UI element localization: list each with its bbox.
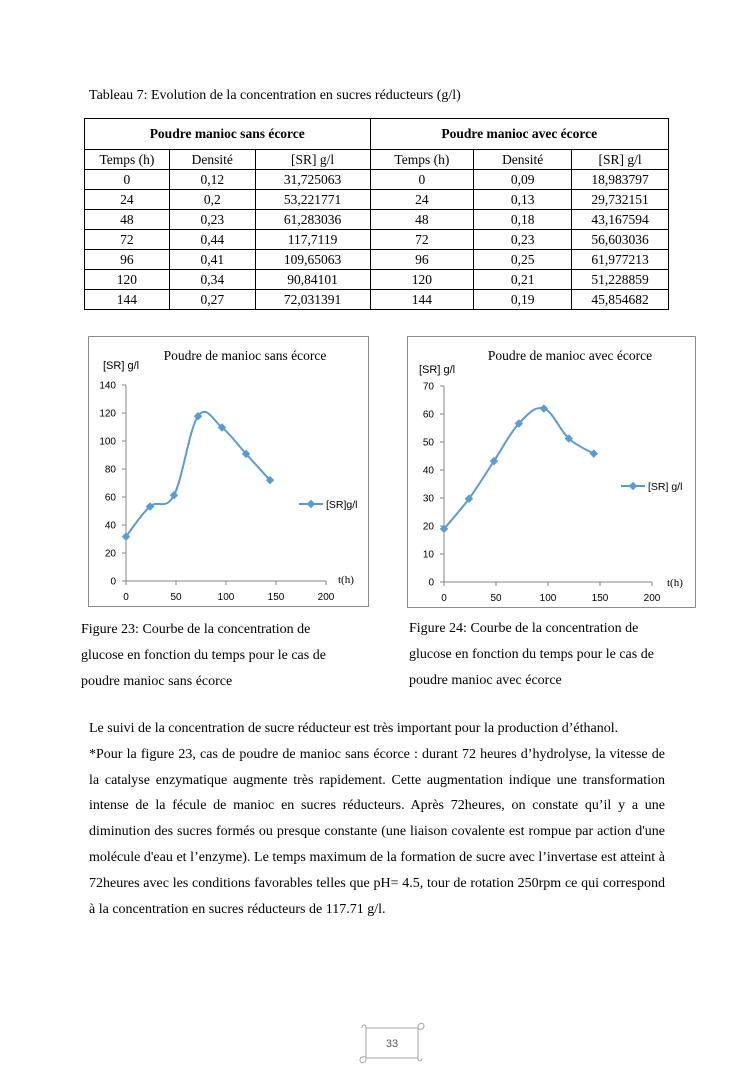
caption-line: poudre manioc sans écorce — [81, 674, 233, 689]
table-cell: 144 — [370, 290, 474, 310]
table-cell: 24 — [85, 190, 170, 210]
column-header: Temps (h) — [370, 150, 474, 170]
data-table — [84, 118, 669, 310]
y-tick-label: 0 — [428, 577, 434, 589]
x-tick-label: 50 — [490, 593, 502, 604]
y-tick-label: 80 — [104, 464, 116, 476]
series-line — [126, 412, 270, 537]
y-axis-label: [SR] g/l — [419, 364, 456, 376]
y-tick-label: 20 — [422, 521, 434, 533]
table-cell: 144 — [85, 290, 170, 310]
table-cell: 51,228859 — [572, 270, 669, 290]
table-cell: 0,23 — [169, 210, 255, 230]
chart-sans-ecorce-svg — [89, 337, 368, 606]
y-tick-label: 120 — [99, 408, 116, 420]
table-cell: 43,167594 — [572, 210, 669, 230]
table-cell: 48 — [370, 210, 474, 230]
x-tick-label: 150 — [267, 592, 285, 603]
table-cell: 120 — [370, 270, 474, 290]
chart-title: Poudre de manioc sans écorce — [163, 348, 327, 363]
table-cell: 61,283036 — [255, 210, 370, 230]
caption-line: Figure 24: Courbe de la concentration de — [409, 621, 639, 636]
data-point — [590, 449, 598, 457]
table-cell: 0,2 — [169, 190, 255, 210]
x-axis-label: t(h) — [667, 577, 683, 589]
table-row — [85, 210, 669, 230]
table-cell: 0 — [370, 170, 474, 190]
table-row — [85, 290, 669, 310]
table-row — [85, 250, 669, 270]
table-cell: 53,221771 — [255, 190, 370, 210]
y-tick-label: 30 — [422, 493, 434, 505]
y-tick-label: 20 — [104, 548, 116, 560]
table-cell: 45,854682 — [572, 290, 669, 310]
y-tick-label: 100 — [99, 436, 116, 448]
table-cell: 0 — [85, 170, 170, 190]
table-cell: 117,7119 — [255, 230, 370, 250]
table-row — [85, 190, 669, 210]
y-tick-label: 60 — [422, 409, 434, 421]
scroll-icon — [358, 1018, 426, 1066]
table-row — [85, 270, 669, 290]
table-cell: 0,09 — [474, 170, 572, 190]
page-number-scroll — [358, 1018, 426, 1066]
table-cell: 48 — [85, 210, 170, 230]
y-tick-label: 140 — [99, 380, 116, 392]
table-cell: 0,12 — [169, 170, 255, 190]
y-tick-label: 50 — [422, 437, 434, 449]
page-number: 33 — [385, 1038, 399, 1050]
caption-line: glucose en fonction du temps pour le cas de — [409, 647, 654, 662]
table-cell: 0,23 — [474, 230, 572, 250]
caption-line: glucose en fonction du temps pour le cas de — [81, 648, 326, 663]
table-caption: Tableau 7: Evolution de la concentration en sucres réducteurs (g/l) — [89, 88, 461, 103]
x-tick-label: 0 — [441, 593, 447, 604]
legend-label: [SR] g/l — [648, 481, 683, 493]
table-cell: 0,18 — [474, 210, 572, 230]
table-row — [85, 170, 669, 190]
figure-23-caption — [81, 617, 371, 695]
table-cell: 18,983797 — [572, 170, 669, 190]
table-cell: 120 — [85, 270, 170, 290]
group-header-right: Poudre manioc avec écorce — [370, 119, 669, 150]
chart-sans-ecorce — [88, 336, 369, 607]
y-tick-label: 70 — [422, 381, 434, 393]
y-tick-label: 0 — [110, 576, 116, 588]
table-cell: 61,977213 — [572, 250, 669, 270]
table-cell: 96 — [85, 250, 170, 270]
chart-avec-ecorce-svg — [408, 337, 695, 607]
x-tick-label: 100 — [217, 592, 235, 603]
table-cell: 0,41 — [169, 250, 255, 270]
column-header: [SR] g/l — [572, 150, 669, 170]
table-cell: 90,84101 — [255, 270, 370, 290]
legend-label: [SR]g/l — [326, 499, 358, 511]
group-header-left: Poudre manioc sans écorce — [85, 119, 371, 150]
column-header: [SR] g/l — [255, 150, 370, 170]
legend-marker — [307, 500, 315, 508]
table-cell: 0,44 — [169, 230, 255, 250]
chart-avec-ecorce — [407, 336, 696, 608]
table-cell: 0,19 — [474, 290, 572, 310]
legend-marker — [629, 482, 637, 490]
x-tick-label: 150 — [591, 593, 609, 604]
data-point — [540, 404, 548, 412]
x-tick-label: 50 — [170, 592, 182, 603]
table-cell: 96 — [370, 250, 474, 270]
y-tick-label: 40 — [104, 520, 116, 532]
x-tick-label: 200 — [643, 593, 661, 604]
paragraph: *Pour la figure 23, cas de poudre de manioc sans écorce : durant 72 heures d’hydrolyse, la vitesse de la catalyse enzymatique augmente très rapidement. Cette augmentation indique une transformation intense de la fécule de manioc en sucres réducteurs. Après 72heures, on constate qu’il y a une diminution des sucres formés ou presque constante (une liaison covalente est rompue par action d'une molécule d'eau et l’enzyme). Le temps maximum de la formation de sucre avec l’invertase est atteint à 72heures avec les conditions favorables telles que pH= 4.5, tour de rotation 250rpm ce qui correspond à la concentration en sucres réducteurs de 117.71 g/l. — [89, 746, 665, 917]
table-header-row — [85, 150, 669, 170]
table-row — [85, 230, 669, 250]
chart-title: Poudre de manioc avec écorce — [487, 348, 653, 363]
y-tick-label: 40 — [422, 465, 434, 477]
y-axis-label: [SR] g/l — [103, 360, 140, 372]
x-tick-label: 100 — [539, 593, 557, 604]
y-tick-label: 10 — [422, 549, 434, 561]
body-text — [89, 716, 665, 922]
column-header: Temps (h) — [85, 150, 170, 170]
caption-line: poudre manioc avec écorce — [409, 673, 562, 688]
table-cell: 0,21 — [474, 270, 572, 290]
table-cell: 24 — [370, 190, 474, 210]
table-cell: 72 — [370, 230, 474, 250]
table-cell: 72 — [85, 230, 170, 250]
column-header: Densité — [474, 150, 572, 170]
column-header: Densité — [169, 150, 255, 170]
table-cell: 29,732151 — [572, 190, 669, 210]
table-cell: 56,603036 — [572, 230, 669, 250]
y-tick-label: 60 — [104, 492, 116, 504]
table-cell: 0,13 — [474, 190, 572, 210]
x-tick-label: 0 — [123, 592, 129, 603]
table-cell: 72,031391 — [255, 290, 370, 310]
figure-24-caption — [409, 616, 699, 694]
x-axis-label: t(h) — [338, 574, 354, 586]
table-cell: 0,34 — [169, 270, 255, 290]
table-cell: 0,27 — [169, 290, 255, 310]
table-cell: 109,65063 — [255, 250, 370, 270]
table-cell: 0,25 — [474, 250, 572, 270]
table-cell: 31,725063 — [255, 170, 370, 190]
paragraph: Le suivi de la concentration de sucre réducteur est très important pour la production d’éthanol. — [89, 721, 619, 736]
x-tick-label: 200 — [317, 592, 335, 603]
caption-line: Figure 23: Courbe de la concentration de — [81, 622, 311, 637]
